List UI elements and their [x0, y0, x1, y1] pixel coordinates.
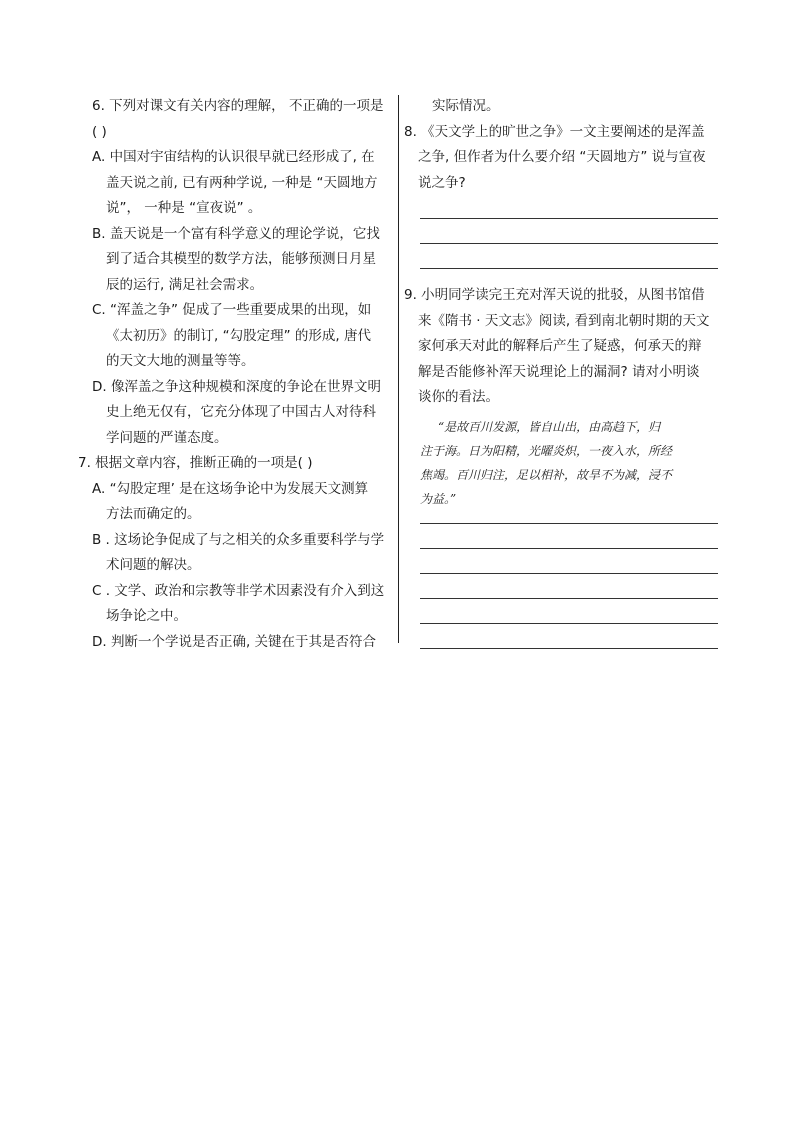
q6-option-a-line: 盖天说之前, 已有两种学说, 一种是 “天圆地方 — [106, 174, 378, 191]
q8-stem-line: 说之争? — [418, 174, 466, 191]
q9-quote — [404, 415, 720, 511]
q7-option-c — [78, 579, 390, 630]
q6-option-b-line: B. 盖天说是一个富有科学意义的理论学说，它找 — [92, 225, 380, 242]
q6-option-a-line: 说”， 一种是 “宣夜说” 。 — [106, 200, 262, 216]
q6-stem-line-2: ( ) — [92, 123, 107, 140]
q9-answer-line[interactable] — [420, 523, 718, 524]
q6-option-d-line: D. 像浑盖之争这种规模和深度的争论在世界文明 — [92, 378, 381, 395]
q8-answer-line[interactable] — [420, 218, 718, 219]
q7-stem: 7. 根据文章内容，推断正确的一项是( ) — [78, 455, 313, 471]
q7-option-c-line: C . 文学、政治和宗教等非学术因素没有介入到这 — [92, 582, 385, 599]
q7-option-b-line: B . 这场论争促成了与之相关的众多重要科学与学 — [92, 531, 385, 548]
q7-option-d — [78, 630, 390, 656]
q6-option-c-line: 的天文大地的测量等等。 — [106, 353, 255, 369]
question-6 — [78, 94, 390, 451]
q9-stem-line: 9. 小明同学读完王充对浑天说的批驳，从图书馆借 — [404, 287, 705, 303]
q7-option-b — [78, 528, 390, 579]
q7-option-a-line: 方法而确定的。 — [106, 506, 201, 522]
q6-option-c — [78, 298, 390, 375]
q6-option-d — [78, 375, 390, 452]
q9-answer-line[interactable] — [420, 648, 718, 649]
q7-option-b-line: 术问题的解决。 — [106, 557, 201, 573]
left-column — [78, 94, 390, 655]
q7-option-a-line: A. “勾股定理’ 是在这场争论中为发展天文测算 — [92, 480, 369, 497]
q6-option-b-line: 到了适合其模型的数学方法，能够预测日月星 — [106, 251, 376, 267]
q9-stem-line: 解是否能修补浑天说理论上的漏洞? 请对小明谈 — [418, 363, 700, 380]
q8-stem-line: 8. 《天文学上的旷世之争》一文主要阐述的是浑盖 — [404, 123, 705, 140]
q9-answer-line[interactable] — [420, 548, 718, 549]
right-column — [404, 94, 720, 649]
q6-option-c-line: 《太初历》的制订, “勾股定理” 的形成, 唐代 — [106, 327, 371, 344]
q9-stem-line: 来《隋书 · 天文志》阅读, 看到南北朝时期的天文 — [418, 312, 710, 329]
q9-answer-line[interactable] — [420, 598, 718, 599]
q6-option-b — [78, 222, 390, 299]
q9-answer-line[interactable] — [420, 623, 718, 624]
column-divider — [398, 95, 399, 643]
q9-stem-line: 家何承天对此的解释后产生了疑惑，何承天的辩 — [418, 338, 702, 354]
q6-option-a-line: A. 中国对宇宙结构的认识很早就已经形成了, 在 — [92, 149, 375, 165]
q9-quote-line: 为益。” — [420, 491, 457, 506]
q6-option-c-line: C. “浑盖之争” 促成了一些重要成果的出现，如 — [92, 302, 372, 318]
q9-stem-line: 谈你的看法。 — [418, 389, 499, 405]
question-7 — [78, 451, 390, 655]
q8-stem-line: 之争, 但作者为什么要介绍 “天圆地方” 说与宣夜 — [418, 149, 706, 165]
question-8 — [404, 120, 720, 270]
question-9 — [404, 283, 720, 649]
q8-answer-line[interactable] — [420, 243, 718, 244]
q7-option-c-line: 场争论之中。 — [106, 608, 187, 624]
q6-option-d-line: 学问题的严谨态度。 — [106, 429, 228, 446]
q6-option-a — [78, 145, 390, 222]
q9-quote-line: 焦竭。百川归注，足以相补，故旱不为减，浸不 — [420, 467, 673, 482]
q7-option-d-continuation: 实际情况。 — [432, 98, 500, 114]
q9-quote-line: 注于海。日为阳精，光曜炎炽，一夜入水，所经 — [420, 443, 673, 458]
q6-option-d-line: 史上绝无仅有，它充分体现了中国古人对待科 — [106, 404, 376, 420]
q8-answer-line[interactable] — [420, 268, 718, 269]
q7-option-a — [78, 477, 390, 528]
q9-answer-line[interactable] — [420, 573, 718, 574]
q9-quote-line: “是故百川发源，皆自山出，由高趋下，归 — [438, 419, 661, 434]
q6-option-b-line: 辰的运行, 满足社会需求。 — [106, 276, 264, 293]
q6-stem-line-1: 6. 下列对课文有关内容的理解， 不正确的一项是 — [92, 98, 384, 114]
q7-option-d-line: D. 判断一个学说是否正确, 关键在于其是否符合 — [92, 633, 377, 650]
